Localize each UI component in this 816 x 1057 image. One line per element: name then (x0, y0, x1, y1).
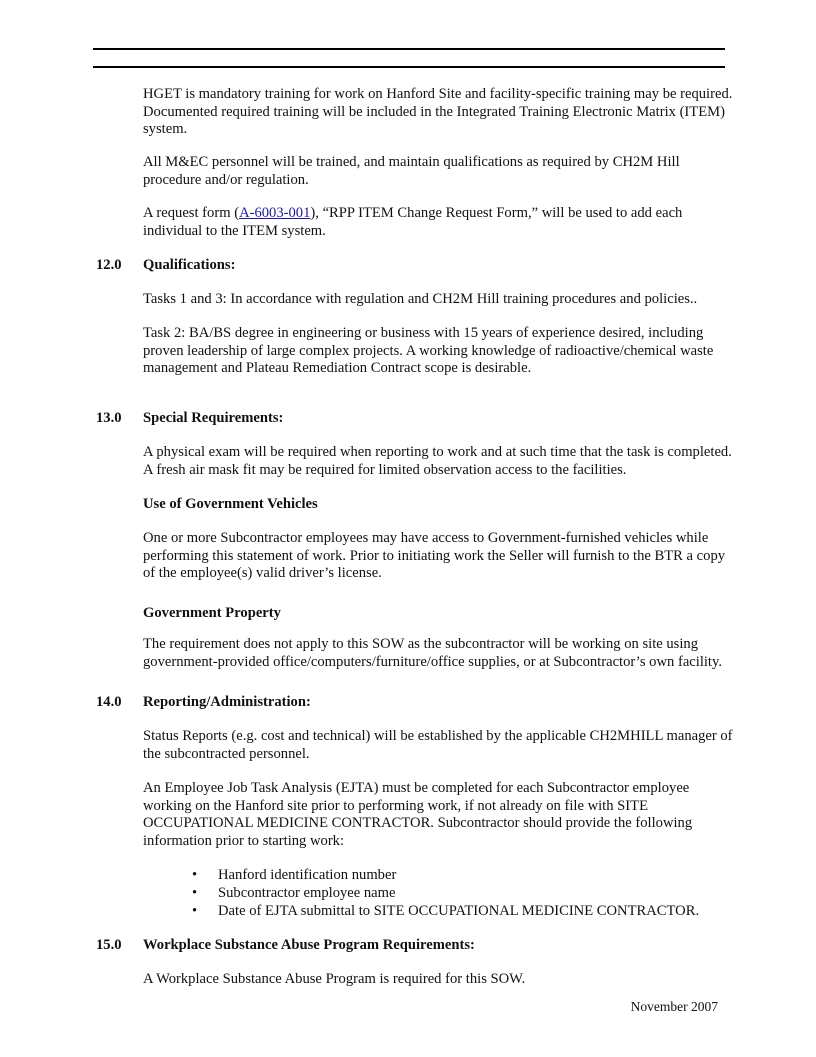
section-title-special-requirements: Special Requirements: (143, 410, 284, 426)
section-number-15: 15.0 (96, 937, 122, 953)
intro-paragraph-request-form (143, 205, 733, 240)
government-property-paragraph: The requirement does not apply to this SOW as the subcontractor will be working on site using government-provided office/computers/furniture/office supplies, or at Subcontractor’s own facility. (143, 636, 722, 670)
section-title-reporting-administration: Reporting/Administration: (143, 694, 311, 710)
substance-abuse-paragraph: A Workplace Substance Abuse Program is required for this SOW. (143, 971, 526, 987)
government-vehicles-paragraph: One or more Subcontractor employees may have access to Government-furnished vehicles while performing this statement of work. Prior to initiating work the Seller will furnish to the BTR a copy of the employee(s) valid driver’s license. (143, 530, 726, 581)
bullet-icon: • (192, 903, 198, 919)
request-form-text-before: A request form ( (143, 205, 240, 221)
footer-date: November 2007 (630, 999, 718, 1014)
list-item (190, 866, 699, 884)
intro-paragraph-hget: HGET is mandatory training for work on Hanford Site and facility-specific training may be required. Documented required training will be included in the Integrated Training Electronic Matrix (ITEM) system. (143, 86, 733, 137)
request-form-link[interactable]: A-6003-001 (239, 205, 311, 221)
section-number-13: 13.0 (96, 410, 122, 426)
list-item-text: Hanford identification number (218, 867, 397, 883)
header-rule-top (93, 48, 725, 50)
section-number-14: 14.0 (96, 694, 122, 710)
bullet-icon: • (192, 867, 198, 883)
list-item (190, 884, 699, 902)
qualifications-task-2: Task 2: BA/BS degree in engineering or business with 15 years of experience desired, including proven leadership of large complex projects. A working knowledge of radioactive/chemical waste management and Plateau Remediation Contract scope is desirable. (143, 325, 714, 376)
special-requirements-physical-exam: A physical exam will be required when reporting to work and at such time that the task is completed. A fresh air mask fit may be required for limited observation access to the facilities. (143, 444, 732, 478)
bullet-icon: • (192, 885, 198, 901)
subheading-government-vehicles: Use of Government Vehicles (143, 496, 318, 512)
reporting-ejta-paragraph: An Employee Job Task Analysis (EJTA) must be completed for each Subcontractor employee working on the Hanford site prior to performing work, if not already on file with SITE OCCUPATIONAL MEDICINE CONTRACTOR. Subcontractor should provide the following information prior to starting work: (143, 780, 693, 849)
list-item (190, 902, 699, 920)
reporting-status-reports: Status Reports (e.g. cost and technical) will be established by the applicable CH2MHILL manager of the subcontracted personnel. (143, 728, 733, 762)
list-item-text: Date of EJTA submittal to SITE OCCUPATIONAL MEDICINE CONTRACTOR. (218, 903, 700, 919)
section-title-qualifications: Qualifications: (143, 257, 236, 273)
header-rule-bottom (93, 66, 725, 68)
section-number-12: 12.0 (96, 257, 122, 273)
intro-paragraph-personnel: All M&EC personnel will be trained, and maintain qualifications as required by CH2M Hill procedure and/or regulation. (143, 154, 680, 188)
subheading-government-property: Government Property (143, 605, 281, 621)
section-title-substance-abuse: Workplace Substance Abuse Program Requirements: (143, 937, 475, 953)
request-form-text-after: ), “RPP ITEM Change Request Form,” will be used to add each individual to the ITEM system. (143, 205, 683, 239)
list-item-text: Subcontractor employee name (218, 885, 396, 901)
qualifications-tasks-1-3: Tasks 1 and 3: In accordance with regulation and CH2M Hill training procedures and policies.. (143, 291, 698, 307)
ejta-info-list (190, 866, 699, 920)
